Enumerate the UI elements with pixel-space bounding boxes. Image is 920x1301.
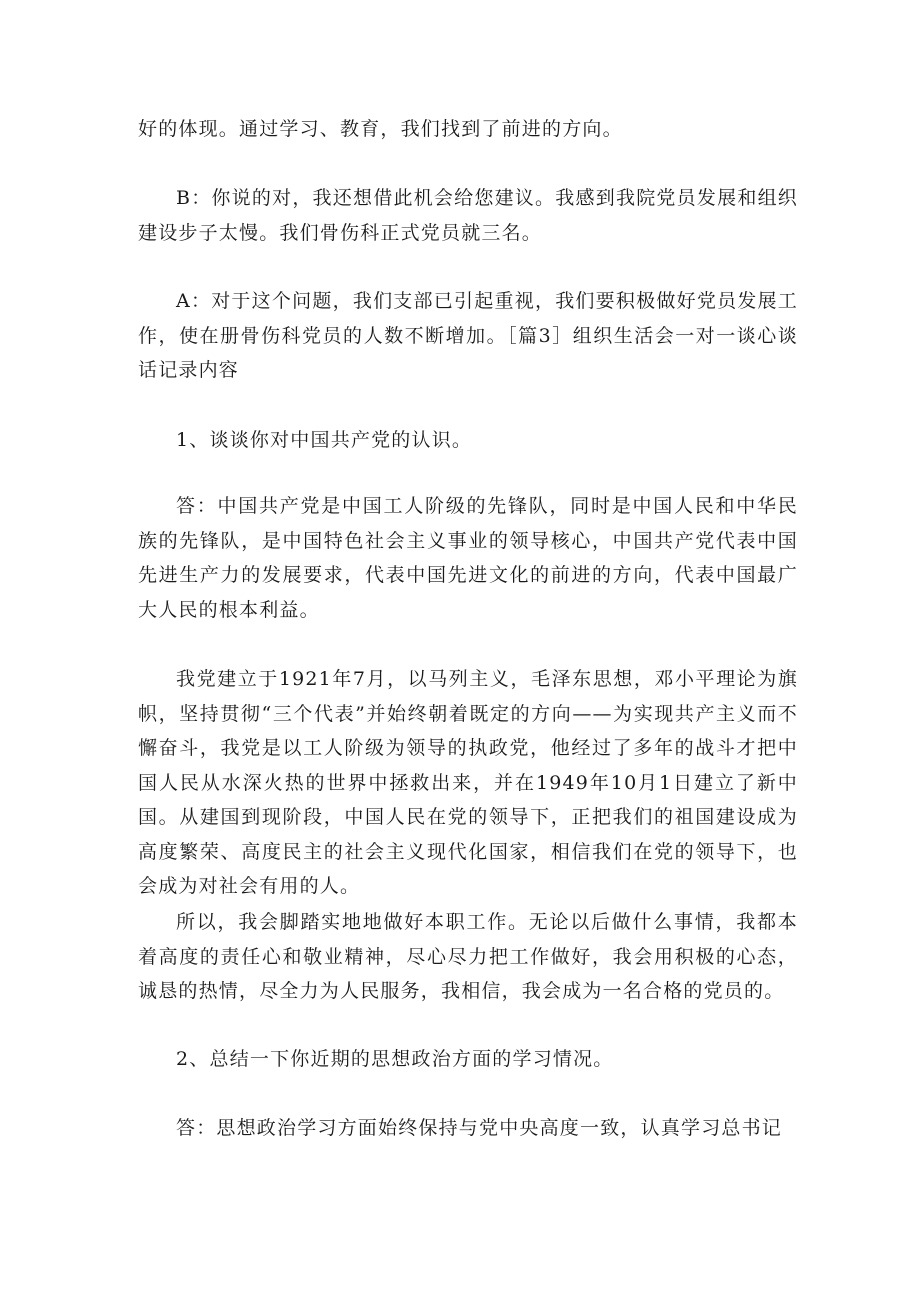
question-2-heading: 2、总结一下你近期的思想政治方面的学习情况。	[176, 1048, 614, 1070]
answer-1-paragraph: 答：中国共产党是中国工人阶级的先锋队，同时是中国人民和中华民族的先锋队，是中国特色社会主义事业的领导核心，中国共产党代表中国先进生产力的发展要求，代表中国先进文化的前进的方向，代表中国最广大人民的根本利益。	[138, 495, 798, 621]
party-history-paragraph: 我党建立于1921年7月，以马列主义，毛泽东思想，邓小平理论为旗帜，坚持贯彻“三个代表”并始终朝着既定的方向——为实现共产主义而不懈奋斗，我党是以工人阶级为领导的执政党，他经过了多年的战斗才把中国人民从水深火热的世界中拯救出来，并在1949年10月1日建立了新中国。从建国到现阶段，中国人民在党的领导下，正把我们的祖国建设成为高度繁荣、高度民主的社会主义现代化国家，相信我们在党的领导下，也会成为对社会有用的人。	[138, 668, 798, 897]
paragraph-continuation: 好的体现。通过学习、教育，我们找到了前进的方向。	[138, 118, 623, 140]
commitment-paragraph: 所以，我会脚踏实地地做好本职工作。无论以后做什么事情，我都本着高度的责任心和敬业精神，尽心尽力把工作做好，我会用积极的心态，诚恳的热情，尽全力为人民服务，我相信，我会成为一名合格的党员的。	[138, 911, 798, 1002]
paragraph-a-response: A：对于这个问题，我们支部已引起重视，我们要积极做好党员发展工作，使在册骨伤科党员的人数不断增加。［篇3］组织生活会一对一谈心谈话记录内容	[138, 290, 798, 381]
question-1-heading: 1、谈谈你对中国共产党的认识。	[176, 429, 473, 451]
paragraph-b-suggestion: B：你说的对，我还想借此机会给您建议。我感到我院党员发展和组织建设步子太慢。我们骨伤科正式党员就三名。	[138, 187, 798, 244]
answer-2-paragraph: 答：思想政治学习方面始终保持与党中央高度一致，认真学习总书记	[176, 1117, 783, 1139]
